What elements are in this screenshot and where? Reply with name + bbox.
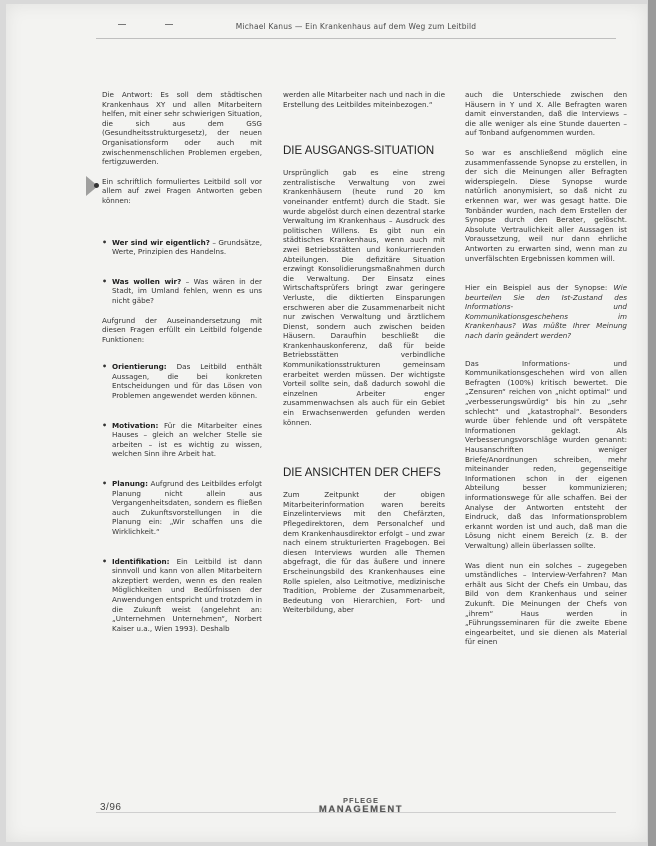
bullet-title: Motivation: [112, 420, 159, 430]
bullet-text: Für die Mitarbeiter eines Hauses – gleich an welcher Stelle sie arbeiten – ist es wichtig zu wissen, welchen Sinn ihre Arbeit hat. [112, 420, 262, 459]
italic-question: Wie beurteilen Sie den Ist-Zustand des Informations- und Kommunikationsgeschehens im Krankenhaus? Was müßte Ihrer Meinung nach darin geändert werden? [465, 283, 627, 341]
page-number: 3/96 [100, 802, 122, 813]
column-2 [283, 90, 445, 625]
logo-bottom: MANAGEMENT [318, 804, 404, 815]
paragraph: Das Informations- und Kommunikationsgeschehen wird von allen Befragten (100%) kritisch bewertet. Die „Zensuren“ reichen von „nicht optimal“ und „verbesserungswürdig“ bis hin zu „sehr schlecht“ und „katastrophal“. Besonders wurde über fehlende und oft verspätete Informationen geklagt. Als Verbesserungsvorschläge wurden genannt: Hausanschriften weniger Briefe/Anordnungen schreiben, mehr miteinander reden, gegenseitige Informationen schon in der eigenen Abteilung besser kommunizieren; informationswege für alle schaffen. Bei der Analyse der Antworten entsteht der Eindruck, daß das Informationsproblem erkannt worden ist und auch, daß man die Lösung nicht einem Bereich (z. B. der Verwaltung) allein überlassen sollte. [465, 358, 627, 550]
header-rule [96, 38, 616, 39]
bullet-item [102, 362, 262, 400]
bullet-text: Das Leitbild enthält Aussagen, die bei konkreten Entscheidungen und für das Lösen von Problemen angewendet werden können. [112, 362, 262, 401]
bullet-text: – Grundsätze, Werte, Prinzipien des Handelns. [112, 237, 262, 257]
text-span: Hier ein Beispiel aus der Synopse: [465, 283, 614, 293]
bullet-item [102, 238, 262, 257]
paragraph: Ein schriftlich formuliertes Leitbild soll vor allem auf zwei Fragen Antworten geben können: [102, 176, 262, 205]
bullet-title: Planung: [112, 479, 148, 489]
bullet-text: – Was wären in der Stadt, im Umland fehlen, wenn es uns nicht gäbe? [112, 276, 262, 305]
paragraph: So war es anschließend möglich eine zusammenfassende Synopse zu erstellen, in der sich die Meinungen aller Befragten widerspiegeln. Diese Synopse wurde natürlich anonymisiert, so daß nicht zu erkennen war, wer was gesagt hatte. Die Tonbänder wurden, nach dem Erstellen der Synopse durch den Berater, gelöscht. Absolute Vertraulichkeit aller Aussagen ist Voraussetzung, weil nur dann ehrliche Antworten zu erwarten sind, wenn man zu unverfälschten Ergebnissen kommen will. [465, 147, 627, 263]
paragraph: werden alle Mitarbeiter nach und nach in die Erstellung des Leitbildes miteinbezogen.“ [283, 90, 445, 109]
running-header: Michael Kanus — Ein Krankenhaus auf dem Weg zum Leitbild [235, 22, 477, 31]
column-3 [465, 90, 627, 657]
page-edge [648, 0, 656, 846]
logo-top: PFLEGE [342, 796, 379, 805]
paragraph: Ursprünglich gab es eine streng zentralistische Verwaltung von zwei Krankenhäusern (heute rund 20 km voneinander entfernt) durch die Stadt. Sie wurde abgelöst durch einen dezentral starke Verwaltung im Krankenhaus – Ausdruck des politischen Willens. Es gibt nun ein städtisches Krankenhaus, wenn auch mit zwei Betriebsstätten und konkurrierenden Abteilungen. Die defizitäre Situation erzwingt Konsolidierungsmaßnahmen durch die Verwaltung. Der Einsatz eines Wirtschaftsprüfers bringt zwar geringere Verluste, die diktierten Einsparungen erschweren aber die Zusammenarbeit nicht nur zwischen Verwaltung und ärztlichem Dienst, sondern auch zwischen beiden Häusern. Daraufhin beschließt die Krankenhauskonferenz, daß für beide Betriebsstätten verbindliche Kommunikationsstrukturen gemeinsam erarbeitet werden müssen. Der wichtigste Vorteil sollte sein, daß dadurch sowohl die einzelnen Arbeiter enger zusammenwachsen als auch für ein Gebiet ein Erwachsenwerden gefunden werden können. [283, 168, 445, 427]
bullet-item [102, 479, 262, 537]
bullet-text: Aufgrund des Leitbildes erfolgt Planung nicht allein aus Vergangenheitsdaten, sondern es fließen auch Zukunftsvorstellungen in die Planung ein: „Wir schaffen uns die Wirklichkeit.“ [112, 479, 262, 536]
bullet-title: Wer sind wir eigentlich? [112, 237, 210, 247]
paragraph [465, 283, 627, 341]
bullet-item [102, 557, 262, 634]
bullet-title: Was wollen wir? [112, 276, 182, 286]
paragraph: Zum Zeitpunkt der obigen Mitarbeiterinformation waren bereits Einzelinterviews mit den Chefärzten, Pflegedirektoren, dem Personalchef und dem Krankenhausdirektor erfolgt – und zwar nach einem strukturierten Fragebogen. Bei diesen Interviews wurden alle Themen abgefragt, die für das äußere und innere Erscheinungsbild des Krankenhauses eine Rolle spielen, also Leitmotive, medizinische Tradition, Probleme der Zusammenarbeit, Bedeutung von Hierarchien, Fort- und Weiterbildung, aber [283, 490, 445, 615]
bullet-title: Identifikation: [112, 556, 170, 566]
bullet-item [102, 277, 262, 306]
bullet-text: Ein Leitbild ist dann sinnvoll und kann von allen Mitarbeitern akzeptiert werden, wenn es den realen Möglichkeiten und Bedürfnissen der Anwendungen entspricht und trotzdem in die Zukunft weist (angelehnt an: „Unternehmen Unternehmen“, Norbert Kaiser u.a., Wien 1993). Deshalb [112, 556, 262, 633]
bullet-title: Orientierung: [112, 362, 167, 372]
bullet-item [102, 421, 262, 459]
paragraph: auch die Unterschiede zwischen den Häusern in Y und X. Alle Befragten waren damit einverstanden, daß die Interviews – die alle weniger als eine Stunde dauerten – auf Tonband aufgenommen wurden. [465, 90, 627, 138]
paragraph: Aufgrund der Auseinandersetzung mit diesen Fragen erfüllt ein Leitbild folgende Funktionen: [102, 315, 262, 344]
section-heading: DIE AUSGANGS-SITUATION [283, 145, 435, 158]
column-1 [102, 90, 262, 643]
magazine-logo [306, 797, 416, 815]
section-heading: DIE ANSICHTEN DER CHEFS [283, 467, 441, 480]
paragraph: Was dient nun ein solches – zugegeben umständliches – Interview-Verfahren? Man erhält aus Sicht der Chefs ein Umbau, das Bild von dem Krankenhaus und seiner Zukunft. Die Meinungen der Chefs von „ihrem“ Haus werden in „Führungsseminaren für die zweite Ebene eingearbeitet, und sie dienen als Material für einen [465, 560, 627, 647]
paragraph: Die Antwort: Es soll dem städtischen Krankenhaus XY und allen Mitarbeitern helfen, mit einer sehr schwierigen Situation, die sich aus dem GSG (Gesundheitsstrukturgesetz), der neuen Organisationsform oder auch mit zwischenmenschlichen Problemen ergeben, fertigzuwerden. [102, 90, 262, 167]
margin-dot [94, 183, 99, 188]
